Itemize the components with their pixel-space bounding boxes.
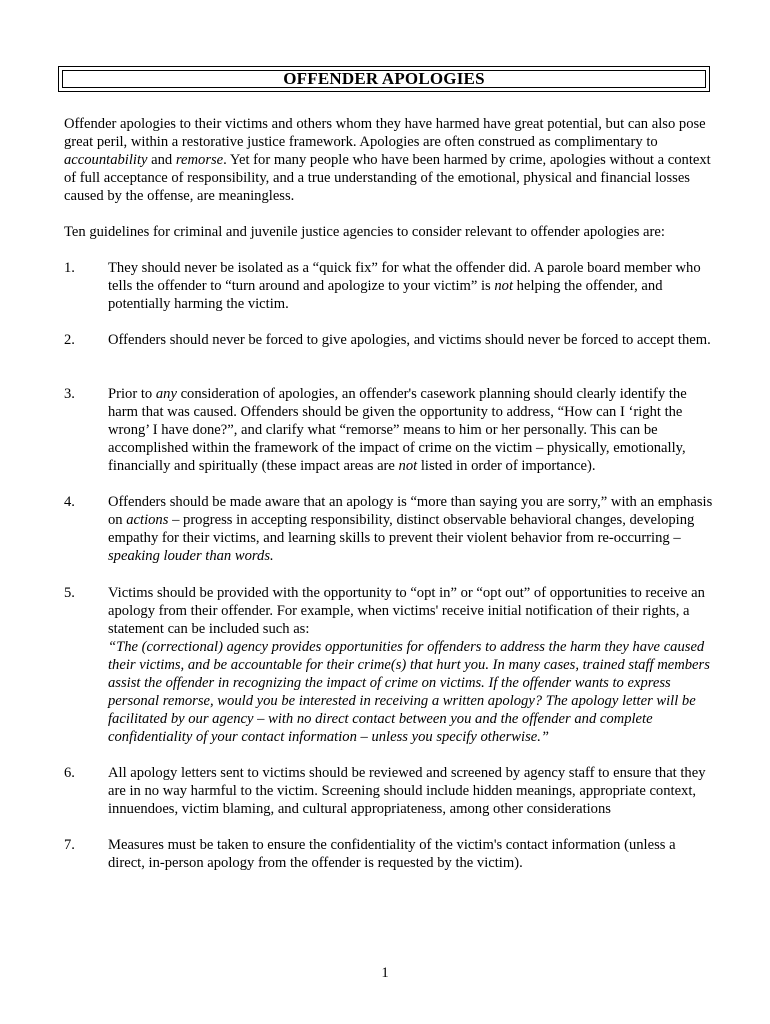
intro-text-3: . Yet for many people who have been harmed by crime, apologies without a context of full acceptance of responsibility, and a true understanding of the emotional, physical and financial losses caused by the offense, are meaningless.	[64, 152, 711, 204]
guideline-emphasis: actions	[126, 512, 169, 528]
intro-emphasis-remorse: remorse	[175, 152, 224, 168]
guideline-number: 1.	[64, 260, 75, 276]
guideline-body	[108, 764, 714, 818]
guideline-emphasis: not	[398, 458, 418, 474]
guideline-item-3	[64, 385, 714, 475]
guideline-emphasis: any	[155, 386, 177, 402]
title-frame	[58, 66, 710, 92]
guideline-number: 4.	[64, 494, 75, 510]
sample-statement-quote: “The (correctional) agency provides opportunities for offenders to address the harm they have caused their victims, and be accountable for their crime(s) that hurt you. In many cases, trained staff members assist the offender in recognizing the impact of crime on victims. If the offender wants to express personal remorse, would you be interested in receiving a written apology? The apology letter will be facilitated by our agency – with no direct contact between you and the offender and complete confidentiality of your contact information – unless you specify otherwise.”	[108, 639, 710, 745]
guideline-text: helping the offender, and potentially harming the victim.	[108, 278, 663, 312]
guideline-number: 6.	[64, 765, 75, 781]
guideline-body	[108, 584, 714, 746]
guideline-item-5	[64, 584, 714, 746]
guideline-text: All apology letters sent to victims should be reviewed and screened by agency staff to ensure that they are in no way harmful to the victim. Screening should include hidden meanings, appropriate context, innuendoes, victim blaming, and cultural appropriateness, among other considerations	[108, 765, 706, 817]
guideline-text: They should never be isolated as a “quick fix” for what the offender did. A parole board member who tells the offender to “turn around and apologize to your victim” is	[108, 260, 701, 294]
guideline-text: Prior to	[108, 386, 156, 402]
guideline-text: – progress in accepting responsibility, distinct observable behavioral changes, developing empathy for their victims, and learning skills to prevent their violent behavior from re-occurring –	[108, 512, 695, 546]
guideline-number: 5.	[64, 585, 75, 601]
guideline-emphasis: speaking louder than words.	[108, 548, 274, 564]
guideline-body	[108, 385, 714, 475]
guideline-number: 7.	[64, 837, 75, 853]
guideline-item-4	[64, 493, 714, 565]
intro-paragraph	[64, 115, 714, 205]
guideline-text: Offenders should be made aware that an apology is “more than saying you are sorry,” with an emphasis on	[108, 494, 713, 528]
guideline-item-7	[64, 836, 714, 872]
guideline-item-1	[64, 259, 714, 313]
guideline-item-2	[64, 331, 714, 349]
guideline-body	[108, 259, 714, 313]
guideline-number: 2.	[64, 332, 75, 348]
intro-text-1: Offender apologies to their victims and others whom they have harmed have great potential, but can also pose great peril, within a restorative justice framework. Apologies are often construed as complimentary to	[64, 116, 706, 150]
guideline-body	[108, 836, 714, 872]
intro-text-2: and	[147, 152, 176, 168]
guideline-body	[108, 331, 714, 349]
guideline-item-6	[64, 764, 714, 818]
page-number: 1	[381, 965, 389, 981]
intro-emphasis-accountability: accountability	[64, 152, 148, 168]
guideline-text: Victims should be provided with the opportunity to “opt in” or “opt out” of opportunities to receive an apology from their offender. For example, when victims' receive initial notification of their rights, a statement can be included such as:	[108, 585, 705, 637]
guideline-text: Offenders should never be forced to give apologies, and victims should never be forced to accept them.	[108, 332, 711, 348]
document-title: OFFENDER APOLOGIES	[283, 69, 485, 88]
guideline-text: listed in order of importance).	[417, 458, 596, 474]
guideline-text: Measures must be taken to ensure the confidentiality of the victim's contact information (unless a direct, in-person apology from the offender is requested by the victim).	[108, 837, 676, 871]
guideline-text: consideration of apologies, an offender's casework planning should clearly identify the harm that was caused. Offenders should be given the opportunity to address, “How can I ‘right the wrong’ I have done?”, and clarify what “remorse” means to him or her personally. This can be accomplished within the framework of the impact of crime on the victim – physically, emotionally, financially and spiritually (these impact areas are	[108, 386, 687, 474]
title-frame-inner	[62, 70, 706, 88]
guideline-emphasis: not	[494, 278, 514, 294]
guideline-number: 3.	[64, 386, 75, 402]
guideline-body	[108, 493, 714, 565]
guidelines-lead: Ten guidelines for criminal and juvenile justice agencies to consider relevant to offender apologies are:	[64, 224, 665, 240]
